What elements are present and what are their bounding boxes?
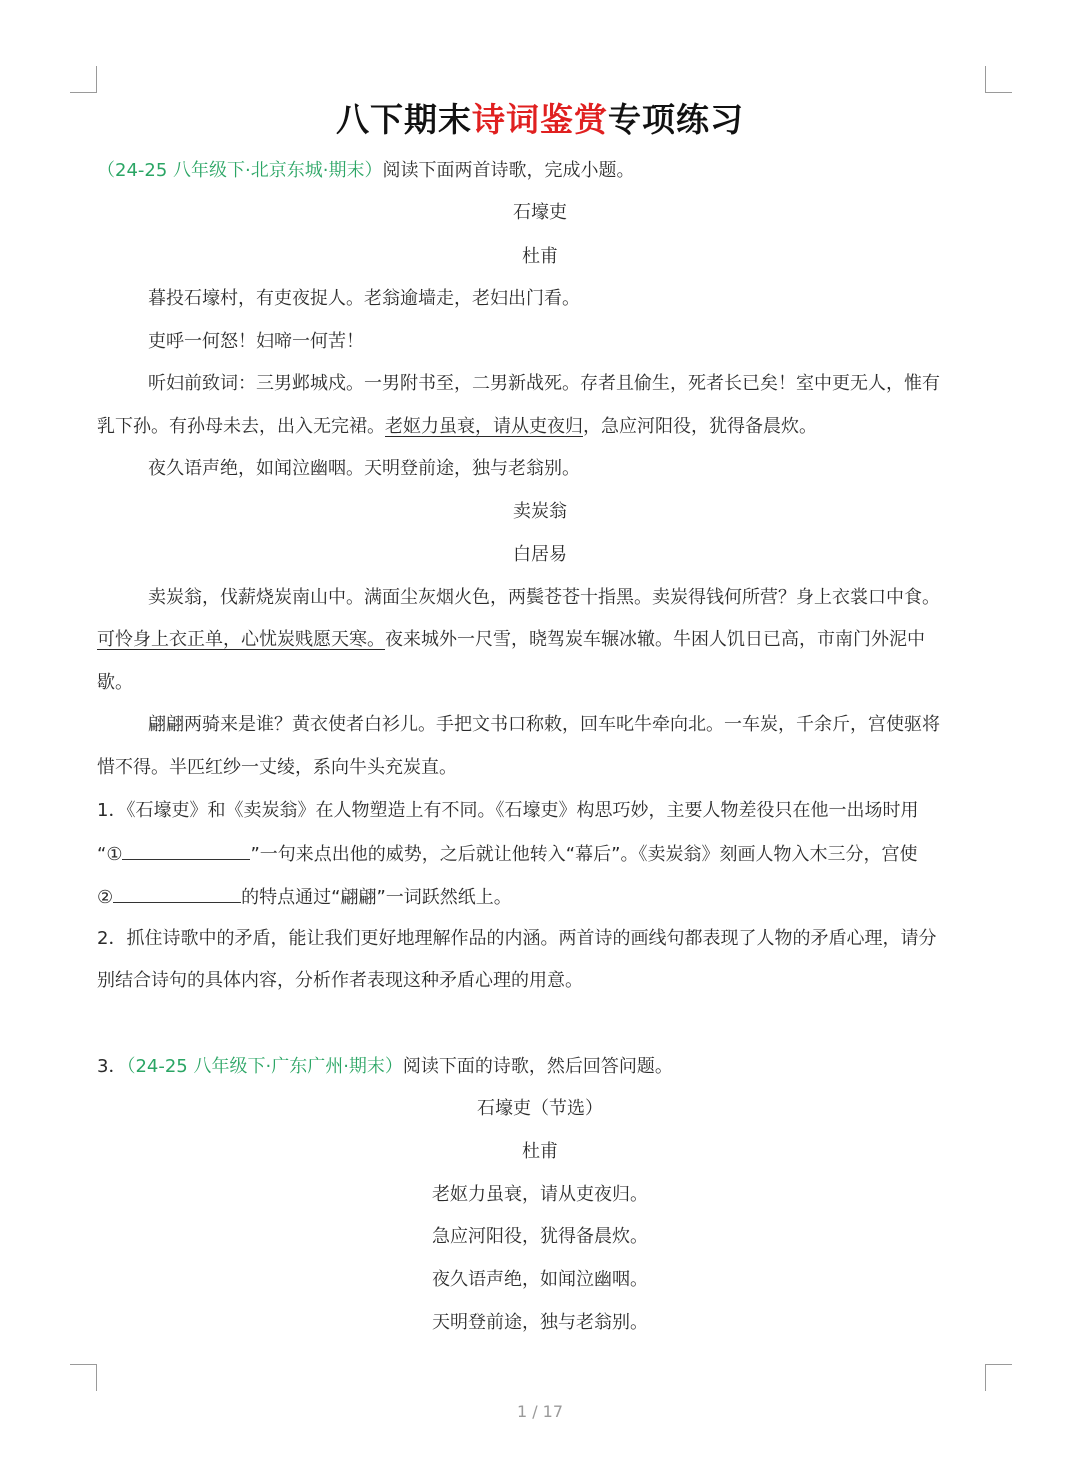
poem-line: 急应河阳役，犹得备晨炊。	[432, 1226, 648, 1247]
underlined-sentence: 老妪力虽衰，请从吏夜归	[385, 416, 583, 437]
crop-mark-bottom-left	[70, 1364, 97, 1391]
poem-title: 石壕吏	[513, 202, 567, 223]
poem-author: 杜甫	[522, 246, 558, 267]
text-span: 乳下孙。有孙母未去，出入无完裙。	[97, 416, 385, 437]
poem-line: 天明登前途，独与老翁别。	[432, 1312, 648, 1333]
poem-line: 暮投石壕村，有吏夜捉人。老翁逾墙走，老妇出门看。	[148, 288, 580, 309]
poem-line: 惜不得。半匹红纱一丈绫，系向牛头充炭直。	[97, 757, 457, 778]
poem-line: 歇。	[97, 672, 133, 693]
poem-line: 翩翩两骑来是谁？黄衣使者白衫儿。手把文书口称敕，回车叱牛牵向北。一车炭，千余斤，宫使驱将	[148, 714, 940, 735]
poem-author: 杜甫	[522, 1141, 558, 1162]
title-highlight: 诗词鉴赏	[472, 100, 608, 139]
source-tag: （24-25 八年级下·广东广州·期末）	[126, 1056, 403, 1077]
answer-blank-1[interactable]	[122, 841, 250, 860]
page-title	[0, 96, 1080, 144]
text-span: ”一句来点出他的威势，之后就让他转入“幕后”。《卖炭翁》刻画人物入木三分，宫使	[250, 844, 918, 865]
section2-header	[97, 1055, 987, 1079]
text-span: “①	[97, 844, 123, 865]
poem-line: 夜久语声绝，如闻泣幽咽。天明登前途，独与老翁别。	[148, 458, 580, 479]
text-span: ②	[97, 887, 114, 908]
text-span: 夜来城外一尺雪，晓驾炭车辗冰辙。牛困人饥日已高，市南门外泥中	[385, 629, 925, 650]
page-indicator: 1 / 17	[516, 1402, 564, 1421]
answer-blank-2[interactable]	[113, 884, 241, 903]
crop-mark-top-right	[985, 66, 1012, 93]
poem-line: 吏呼一何怒！妇啼一何苦！	[148, 331, 364, 352]
poem-line	[97, 628, 987, 652]
title-part3: 专项练习	[608, 100, 744, 139]
title-part1: 八下期末	[336, 100, 472, 139]
poem-author: 白居易	[513, 544, 567, 565]
section-intro: 阅读下面两首诗歌，完成小题。	[382, 160, 635, 181]
source-tag: （24-25 八年级下·北京东城·期末）	[97, 160, 383, 181]
text-span: ，急应河阳役，犹得备晨炊。	[583, 416, 817, 437]
underlined-sentence: 可怜身上衣正单，心忧炭贱愿天寒。	[97, 629, 385, 650]
poem-line: 听妇前致词：三男邺城戍。一男附书至，二男新战死。存者且偷生，死者长已矣！室中更无人，惟有	[148, 373, 940, 394]
crop-mark-top-left	[70, 66, 97, 93]
poem-line: 夜久语声绝，如闻泣幽咽。	[432, 1269, 648, 1290]
crop-mark-bottom-right	[985, 1364, 1012, 1391]
question-2-line: 别结合诗句的具体内容，分析作者表现这种矛盾心理的用意。	[97, 970, 583, 991]
poem-title: 石壕吏（节选）	[477, 1098, 603, 1119]
poem-title: 卖炭翁	[513, 501, 567, 522]
section-intro: 阅读下面的诗歌，然后回答问题。	[402, 1056, 673, 1077]
poem-line: 卖炭翁，伐薪烧炭南山中。满面尘灰烟火色，两鬓苍苍十指黑。卖炭得钱何所营？身上衣裳口中食。	[148, 587, 940, 608]
question-1-line: 1．《石壕吏》和《卖炭翁》在人物塑造上有不同。《石壕吏》构思巧妙，主要人物差役只在他一出场时用	[97, 800, 919, 821]
question-number: 3．	[97, 1056, 127, 1077]
question-2-line: 2．抓住诗歌中的矛盾，能让我们更好地理解作品的内涵。两首诗的画线句都表现了人物的矛盾心理，请分	[97, 928, 937, 949]
poem-line	[97, 415, 987, 439]
text-span: 的特点通过“翩翩”一词跃然纸上。	[241, 887, 512, 908]
question-1-line	[97, 841, 987, 867]
poem-line: 老妪力虽衰，请从吏夜归。	[432, 1184, 648, 1205]
section1-header	[97, 159, 987, 183]
question-1-line	[97, 884, 987, 910]
